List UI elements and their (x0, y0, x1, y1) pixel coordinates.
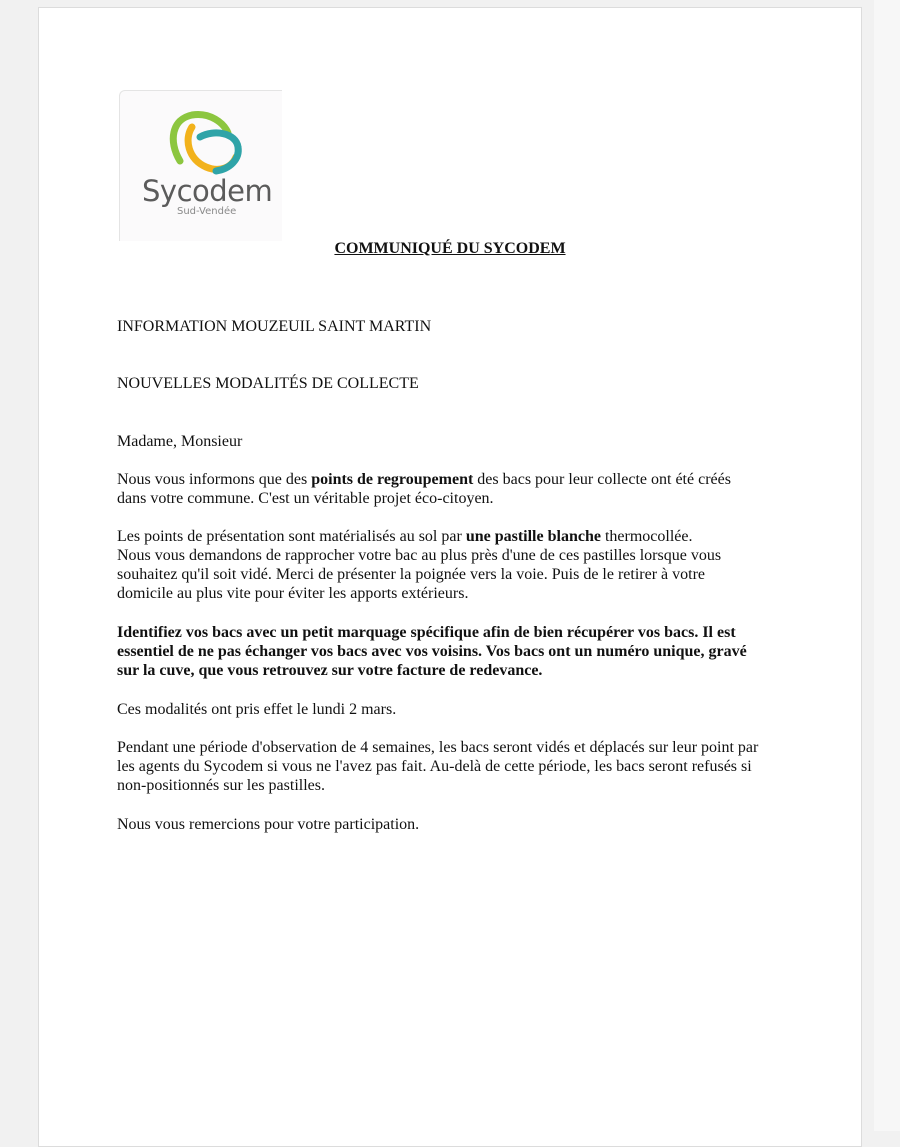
paragraph-line: non-positionnés sur les pastilles. (117, 777, 325, 794)
viewer-scroll-area (874, 0, 900, 1131)
modalities-heading: NOUVELLES MODALITÉS DE COLLECTE (117, 375, 419, 392)
logo-subtitle: Sud-Vendée (177, 206, 237, 217)
emphasis-text: une pastille blanche (465, 528, 601, 545)
paragraph-line: Nous vous demandons de rapprocher votre bac au plus près d'une de ces pastilles lorsque vous (117, 547, 722, 564)
paragraph-line: dans votre commune. C'est un véritable projet éco-citoyen. (117, 490, 494, 507)
logo-wordmark: Sycodem (142, 174, 273, 208)
paragraph-line: sur la cuve, que vous retrouvez sur votre facture de redevance. (117, 662, 543, 679)
paragraph-line: souhaitez qu'il soit vidé. Merci de présenter la poignée vers la voie. Puis de le retirer à votre (117, 566, 706, 583)
paragraph-line: Identifiez vos bacs avec un petit marquage spécifique afin de bien récupérer vos bacs. Il est (117, 624, 736, 641)
sycodem-swirl-icon (120, 91, 282, 241)
paragraph-pastille (117, 527, 797, 603)
info-heading: INFORMATION MOUZEUIL SAINT MARTIN (117, 318, 432, 335)
page-title: COMMUNIQUÉ DU SYCODEM (334, 240, 566, 257)
paragraph-line: domicile au plus vite pour éviter les apports extérieurs. (117, 585, 469, 602)
paragraph-line: Les points de présentation sont matérialisés au sol par une pastille blanche thermocollée. (117, 528, 693, 545)
salutation: Madame, Monsieur (117, 433, 243, 450)
paragraph-thanks: Nous vous remercions pour votre participation. (117, 816, 420, 833)
paragraph-line: Nous vous informons que des points de regroupement des bacs pour leur collecte ont été créés (117, 471, 731, 488)
paragraph-line: les agents du Sycodem si vous ne l'avez pas fait. Au-delà de cette période, les bacs seront refusés si (117, 758, 752, 775)
emphasis-text: points de regroupement (311, 471, 474, 488)
paragraph-line: essentiel de ne pas échanger vos bacs avec vos voisins. Vos bacs ont un numéro unique, gravé (117, 643, 747, 660)
paragraph-effective-date: Ces modalités ont pris effet le lundi 2 mars. (117, 701, 397, 718)
paragraph-identification (117, 623, 797, 680)
sycodem-logo (119, 90, 282, 241)
paragraph-line: Pendant une période d'observation de 4 semaines, les bacs seront vidés et déplacés sur leur point par (117, 739, 759, 756)
paragraph-regroupement (117, 470, 797, 508)
paragraph-observation (117, 738, 797, 795)
